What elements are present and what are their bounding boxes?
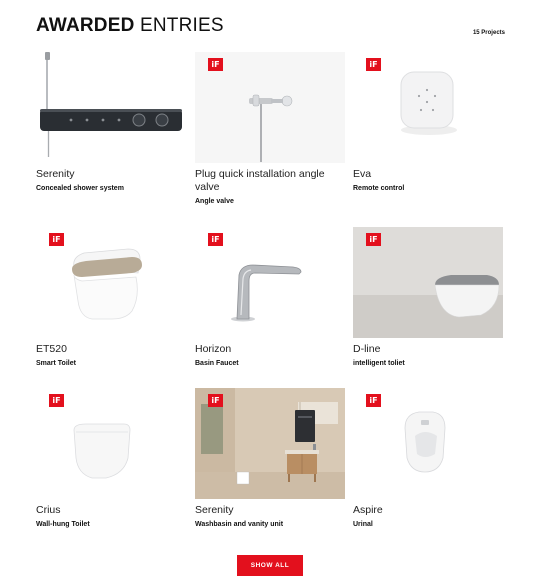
section-header — [36, 14, 505, 40]
entry-name[interactable]: Horizon — [195, 343, 232, 355]
intelligent-toilet-image[interactable] — [353, 227, 503, 338]
entry-name[interactable]: D-line — [353, 343, 381, 355]
entry-name[interactable]: Aspire — [353, 504, 383, 516]
title-light: ENTRIES — [140, 15, 224, 36]
entry-name[interactable]: Crius — [36, 504, 61, 516]
smart-toilet-image[interactable] — [36, 227, 186, 338]
if-award-badge: iF — [208, 233, 223, 246]
entry-name[interactable]: Serenity — [36, 168, 75, 180]
entry-subtitle: Washbasin and vanity unit — [195, 521, 284, 528]
if-award-badge: iF — [208, 394, 223, 407]
entry-card[interactable] — [195, 52, 345, 206]
if-award-badge: iF — [208, 58, 223, 71]
vanity-unit-image[interactable] — [195, 388, 345, 499]
remote-control-image[interactable] — [353, 52, 503, 163]
wall-hung-toilet-image[interactable] — [36, 388, 186, 499]
entry-card[interactable] — [353, 227, 503, 368]
if-award-badge: iF — [49, 233, 64, 246]
entry-card[interactable] — [36, 52, 186, 193]
entry-name[interactable]: Plug quick installation angle valve — [195, 168, 325, 193]
show-all-button[interactable]: SHOW ALL — [237, 555, 303, 576]
entry-subtitle: Smart Toilet — [36, 360, 76, 367]
entry-card[interactable] — [36, 227, 186, 368]
entry-subtitle: Basin Faucet — [195, 360, 239, 367]
entry-card[interactable] — [353, 388, 503, 529]
entry-card[interactable] — [36, 388, 186, 529]
entry-subtitle: intelligent toliet — [353, 360, 405, 367]
project-count: 15 Projects — [472, 30, 505, 36]
entry-subtitle: Concealed shower system — [36, 185, 124, 192]
entry-name[interactable]: Serenity — [195, 504, 234, 516]
if-award-badge: iF — [366, 233, 381, 246]
basin-faucet-image[interactable] — [195, 227, 345, 338]
entry-card[interactable] — [195, 388, 345, 529]
urinal-image[interactable] — [353, 388, 503, 499]
entry-subtitle: Urinal — [353, 521, 373, 528]
shower-system-image[interactable] — [36, 52, 186, 163]
entry-name[interactable]: Eva — [353, 168, 372, 180]
entry-subtitle: Wall-hung Toilet — [36, 521, 90, 528]
title-bold: AWARDED — [36, 15, 135, 36]
entry-card[interactable] — [195, 227, 345, 368]
if-award-badge: iF — [49, 394, 64, 407]
section-title — [36, 14, 505, 38]
if-award-badge: iF — [366, 394, 381, 407]
entry-subtitle: Remote control — [353, 185, 405, 192]
if-award-badge: iF — [366, 58, 381, 71]
entry-name[interactable]: ET520 — [36, 343, 67, 355]
entry-subtitle: Angle valve — [195, 198, 234, 205]
entry-card[interactable] — [353, 52, 503, 193]
angle-valve-image[interactable] — [195, 52, 345, 163]
